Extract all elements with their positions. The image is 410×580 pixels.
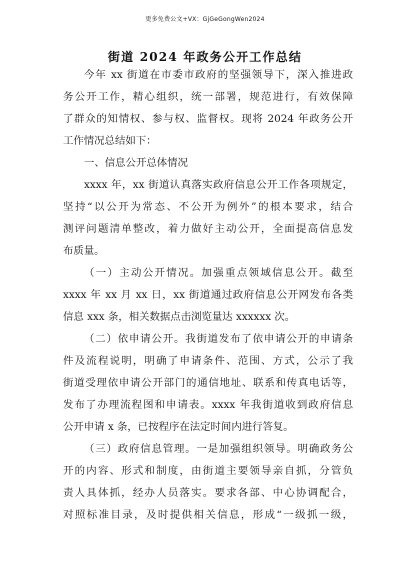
body-line: 发布了办理流程图和申请表。xxxx 年我街道收到政府信息 — [63, 399, 353, 411]
body-line: 件及流程说明，明确了申请条件、范围、方式，公示了我 — [63, 355, 353, 367]
body-line: 公开申请 x 条，已按程序在法定时间内进行答复。 — [63, 421, 294, 433]
body-line: xxxx 年 xx 月 xx 日，xx 街道通过政府信息公开网发布各类 — [63, 289, 353, 301]
body-line: 一、信息公开总体情况 — [84, 157, 188, 169]
body-line: 测评问题清单整改，着力做好主动公开，全面提高信息发 — [63, 223, 353, 235]
body-line: 务公开工作，精心组织，统一部署，规范进行，有效保障 — [63, 91, 353, 103]
body-line: 工作情况总结如下： — [63, 135, 157, 147]
body-line: （二）依申请公开。我街道发布了依申请公开的申请条 — [84, 333, 353, 345]
body-line: 信息 xxx 条，相关数据点击浏览量达 xxxxxx 次。 — [63, 311, 296, 323]
body-line: 了群众的知情权、参与权、监督权。现将 2024 年政务公开 — [63, 113, 353, 125]
body-line: （三）政府信息管理。一是加强组织领导。明确政务公 — [84, 443, 353, 455]
body-line: 对照标准目录，及时提供相关信息，形成“一级抓一级， — [63, 509, 353, 521]
document-title: 街道 2024 年政务公开工作总结 — [107, 50, 303, 64]
body-line: 布质量。 — [63, 245, 105, 257]
body-line: 开的内容、形式和制度，由街道主要领导亲自抓，分管负 — [63, 465, 353, 477]
body-line: 坚持“以公开为常态、不公开为例外”的根本要求，结合 — [63, 201, 353, 213]
body-line: 责人具体抓，经办人员落实。要求各部、中心协调配合， — [63, 487, 353, 499]
body-line: 街道受理依申请公开部门的通信地址、联系和传真电话等， — [63, 377, 353, 389]
document-body — [63, 64, 353, 526]
body-line: 今年 xx 街道在市委市政府的坚强领导下，深入推进政 — [84, 69, 353, 81]
body-line: xxxx 年，xx 街道认真落实政府信息公开工作各项规定， — [84, 179, 353, 191]
header-note: 更多免费公文+VX：GjGeGongWen2024 — [145, 16, 265, 23]
body-line: （一）主动公开情况。加强重点领域信息公开。截至 — [84, 267, 353, 279]
